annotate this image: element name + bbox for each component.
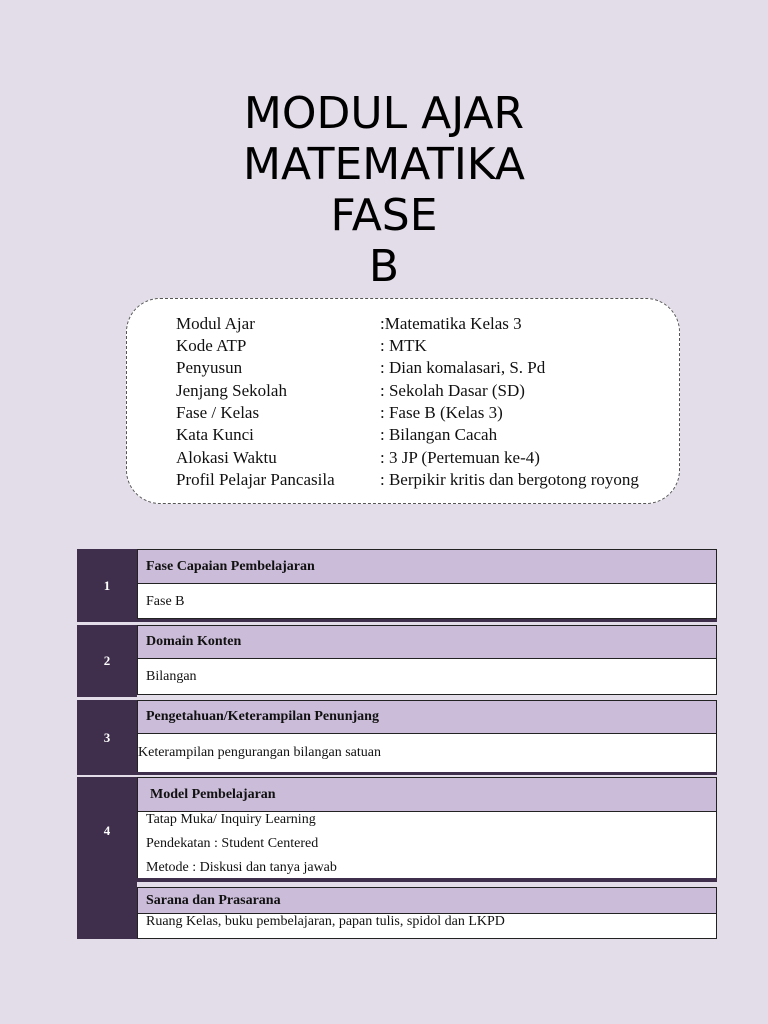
section-body <box>137 913 717 939</box>
info-label: Alokasi Waktu <box>176 448 277 467</box>
section-text: Pendekatan : Student Centered <box>146 836 319 851</box>
section-text: Tatap Muka/ Inquiry Learning <box>146 812 316 827</box>
section-body <box>137 811 717 879</box>
info-value: : Dian komalasari, S. Pd <box>380 358 546 377</box>
info-value: : Sekolah Dasar (SD) <box>380 381 525 400</box>
section-pengetahuan <box>77 700 717 775</box>
section-heading: Domain Konten <box>137 625 717 659</box>
title-line-2: MATEMATIKA <box>242 139 525 190</box>
section-number: 2 <box>77 625 137 697</box>
section-sarana-prasarana <box>77 884 717 939</box>
section-fase-capaian <box>77 549 717 622</box>
section-divider <box>137 619 717 622</box>
section-number <box>77 884 137 939</box>
title-line-3: FASE <box>330 190 438 241</box>
info-label: Kode ATP <box>176 336 247 355</box>
document-title <box>0 88 768 292</box>
section-heading: Model Pembelajaran <box>137 777 717 812</box>
info-value: :Matematika Kelas 3 <box>380 314 522 333</box>
section-divider <box>137 772 717 775</box>
section-domain-konten <box>77 625 717 697</box>
module-info-box <box>126 298 680 504</box>
section-body <box>137 658 717 695</box>
info-value: : 3 JP (Pertemuan ke-4) <box>380 448 540 467</box>
info-label: Modul Ajar <box>176 314 255 333</box>
section-text: Fase B <box>146 594 185 609</box>
section-number: 4 <box>77 777 137 885</box>
info-label: Jenjang Sekolah <box>176 381 287 400</box>
section-number: 3 <box>77 700 137 775</box>
info-label: Profil Pelajar Pancasila <box>176 470 335 489</box>
section-body <box>137 583 717 619</box>
info-value: : MTK <box>380 336 427 355</box>
info-label: Penyusun <box>176 358 243 377</box>
section-heading: Sarana dan Prasarana <box>137 887 717 914</box>
info-label: Fase / Kelas <box>176 403 260 422</box>
section-divider <box>137 878 717 882</box>
section-heading: Fase Capaian Pembelajaran <box>137 549 717 584</box>
section-body <box>137 733 717 773</box>
info-value: : Fase B (Kelas 3) <box>380 403 503 422</box>
info-value: : Berpikir kritis dan bergotong royong <box>380 470 639 489</box>
title-line-1: MODUL AJAR <box>243 88 525 139</box>
section-text: Metode : Diskusi dan tanya jawab <box>146 860 337 875</box>
title-line-4: B <box>368 241 400 292</box>
section-text: Ruang Kelas, buku pembelajaran, papan tulis, spidol dan LKPD <box>146 914 505 929</box>
section-model-pembelajaran <box>77 777 717 885</box>
section-number: 1 <box>77 549 137 622</box>
info-value: : Bilangan Cacah <box>380 425 498 444</box>
section-text: Keterampilan pengurangan bilangan satuan <box>138 745 381 760</box>
section-heading: Pengetahuan/Keterampilan Penunjang <box>137 700 717 734</box>
info-label: Kata Kunci <box>176 425 254 444</box>
section-text: Bilangan <box>146 669 197 684</box>
